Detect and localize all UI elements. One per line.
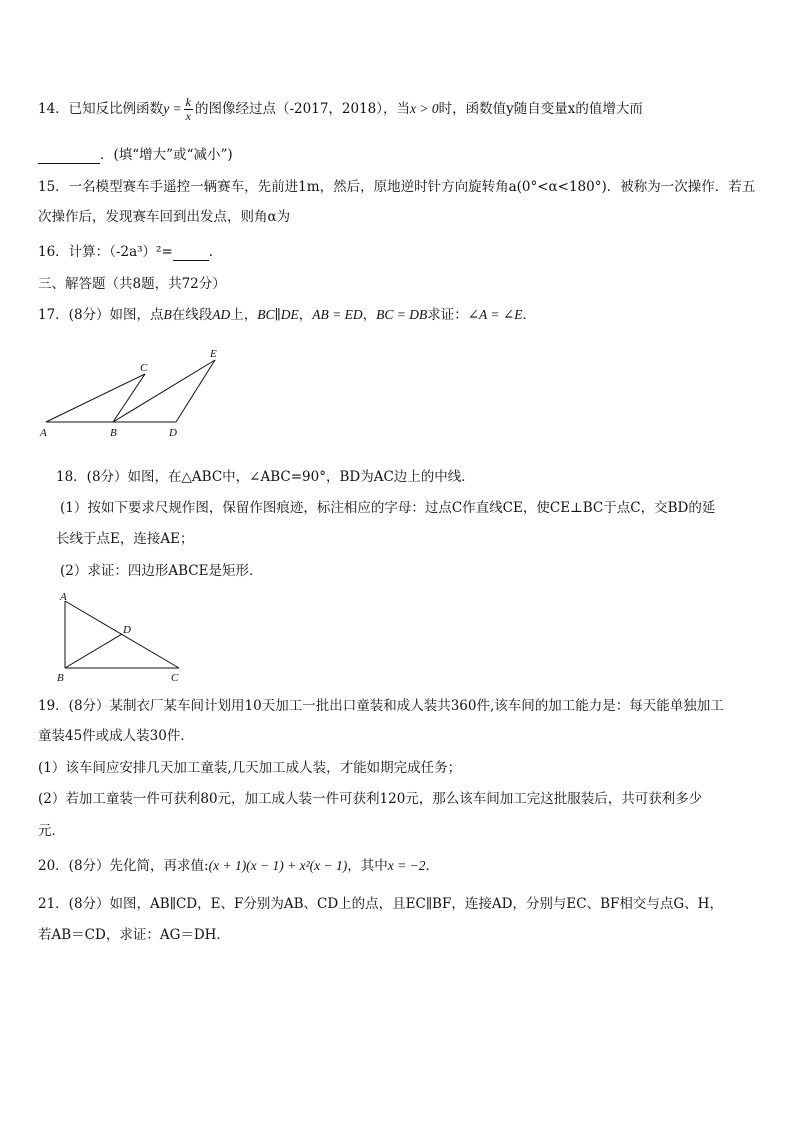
q14-fraction <box>184 96 193 123</box>
q20-prefix: 20．(8分）先化简，再求值: <box>38 858 209 874</box>
q20-value: x = −2 <box>387 858 426 873</box>
question-21-line-2: 若AB＝CD，求证：AG＝DH． <box>38 927 230 943</box>
q18-label-a: A <box>60 591 67 603</box>
q18-label-b: B <box>57 672 64 684</box>
q17-line-de <box>176 360 215 422</box>
question-20 <box>38 857 439 875</box>
q17-label-e: E <box>210 348 217 360</box>
q14-mid: 的图像经过点（-2017，2018），当 <box>195 101 411 117</box>
q20-mid: ，其中 <box>347 858 388 874</box>
q17-label-b: B <box>110 427 117 439</box>
q14-suffix: 时，函数值y随自变量x的值增大而 <box>438 101 643 117</box>
q14-cond: x > 0 <box>410 101 439 116</box>
q18-label-c: C <box>171 672 179 684</box>
q14-prefix: 14．已知反比例函数 <box>38 101 164 117</box>
question-14-line-2 <box>38 146 233 164</box>
q17-cond-3: BC = DB <box>376 307 428 322</box>
q17-comma-2: ， <box>362 307 377 323</box>
question-19-line-5: 元． <box>38 823 65 839</box>
q14-frac-num: k <box>185 95 191 109</box>
q17-prefix: 17．(8分）如图，点 <box>38 307 164 323</box>
q18-line-bd <box>65 634 122 668</box>
question-19-line-3: (1）该车间应安排几天加工童装,几天加工成人装，才能如期完成任务； <box>38 760 462 776</box>
question-18-line-1: 18．(8分）如图，在△ABC中，∠ABC=90°，BD为AC边上的中线． <box>56 469 475 485</box>
q17-line-bc <box>113 374 145 422</box>
q17-line-be <box>113 360 215 422</box>
question-16 <box>38 243 222 261</box>
q14-frac-den: x <box>185 109 191 123</box>
question-19-line-1: 19．(8分）某制衣厂某车间计划用10天加工一批出口童装和成人装共360件,该车间的加工能力是：每天能单独加工 <box>38 698 724 714</box>
q14-line2: ．(填“增大”或“减小”) <box>100 147 233 163</box>
q17-comma-1: ， <box>298 307 313 323</box>
q14-y-eq: y = <box>163 101 182 116</box>
q17-cond-1: BC∥DE <box>257 307 299 322</box>
q17-mid2: 上， <box>230 307 258 323</box>
q14-answer-blank[interactable] <box>38 149 100 164</box>
question-18-line-4: (2）求证：四边形ABCE是矩形． <box>60 563 263 579</box>
section-3-title: 三、解答题（共8题，共72分） <box>38 276 226 292</box>
question-21-line-1: 21．(8分）如图，AB∥CD，E、F分别为AB、CD上的点，且EC∥BF，连接AD，分别与EC、BF相交与点G、H， <box>38 896 723 912</box>
question-19-line-4: (2）若加工童装一件可获利80元，加工成人装一件可获利120元，那么该车间加工完这批服装后，共可获利多少 <box>38 791 703 807</box>
q16-prefix: 16．计算：（-2a³）²= <box>38 244 173 260</box>
question-14-line-1 <box>38 96 643 123</box>
q17-line-ac <box>46 374 145 422</box>
question-15-line-1: 15．一名模型赛车手遥控一辆赛车，先前进1m，然后，原地逆时针方向旋转角a(0°<α<180°)．被称为一次操作．若五 <box>38 179 756 195</box>
q17-goal: ∠A = ∠E <box>467 307 523 322</box>
q17-label-c: C <box>140 362 148 374</box>
question-18-line-3: 长线于点E，连接AE； <box>56 531 194 547</box>
q17-segment-ad: AD <box>212 307 231 322</box>
question-19-line-2: 童装45件或成人装30件． <box>38 728 194 744</box>
question-17 <box>38 306 536 324</box>
q17-end: ． <box>522 307 536 323</box>
q20-end: ． <box>425 858 439 874</box>
q17-label-d: D <box>169 427 177 439</box>
q18-label-d: D <box>123 624 131 636</box>
q17-figure <box>36 344 226 440</box>
question-15-line-2: 次操作后，发现赛车回到出发点，则角α为 <box>38 209 291 225</box>
q18-figure <box>54 588 186 684</box>
question-18-line-2: (1）按如下要求尺规作图，保留作图痕迹，标注相应的字母：过点C作直线CE，使CE⊥BC于点C，交BD的延 <box>60 500 716 516</box>
q17-point-b: B <box>163 307 172 322</box>
q20-expression: (x + 1)(x − 1) + x²(x − 1) <box>208 858 348 873</box>
q16-suffix: ． <box>208 244 223 260</box>
q17-label-a: A <box>40 427 47 439</box>
q17-mid1: 在线段 <box>171 307 213 323</box>
q17-prove: 求证： <box>427 307 468 323</box>
q16-answer-blank[interactable] <box>173 246 209 261</box>
q17-cond-2: AB = ED <box>312 307 363 322</box>
